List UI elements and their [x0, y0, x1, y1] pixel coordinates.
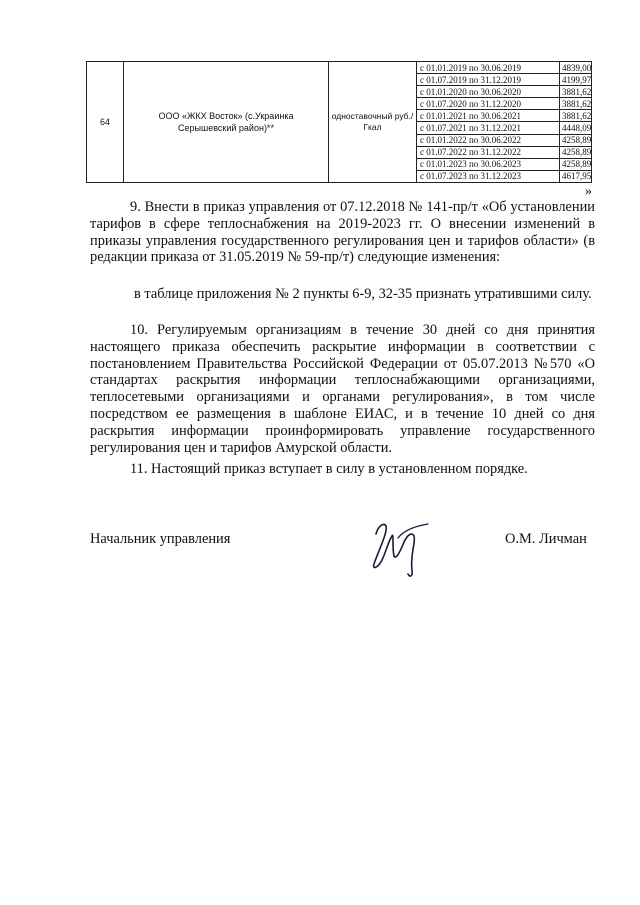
tariff-table [86, 61, 592, 183]
tariff-value: 3881,62 [560, 110, 592, 122]
periods-subtable [417, 62, 591, 182]
paragraph-11: 11. Настоящий приказ вступает в силу в установленном порядке. [130, 461, 528, 477]
period-label: с 01.07.2021 по 31.12.2021 [417, 122, 560, 134]
paragraph-9-item: в таблице приложения № 2 пункты 6-9, 32-35 признать утратившими силу. [134, 286, 592, 302]
tariff-value: 4258,89 [560, 158, 592, 170]
table-row [417, 86, 591, 98]
paragraph-10: 10. Регулируемым организациям в течение 30 дней со дня принятия настоящего приказа обеспечить раскрытие информации в соответствии с постановлением Правительства Российской Федерации от 05.07.2013 №570 «О стандартах раскрытия информации теплоснабжающими организациями, теплосетевыми организациями и органами регулирования», в том числе посредством ее размещения в шаблоне ЕИАС, и в течение 10 дней со дня раскрытия информации проинформировать управление государственного регулирования цен и тарифов Амурской области. [90, 322, 595, 456]
signatory-name: О.М. Личман [505, 531, 587, 547]
period-label: с 01.01.2020 по 30.06.2020 [417, 86, 560, 98]
table-row [417, 158, 591, 170]
tariff-value: 3881,62 [560, 86, 592, 98]
unit-cell: одноставочный руб./Гкал [329, 62, 417, 183]
table-row [417, 170, 591, 182]
period-label: с 01.01.2021 по 30.06.2021 [417, 110, 560, 122]
period-label: с 01.01.2022 по 30.06.2022 [417, 134, 560, 146]
table-row [417, 146, 591, 158]
tariff-value: 4258,89 [560, 146, 592, 158]
table-row [417, 62, 591, 74]
row-number-cell: 64 [87, 62, 124, 183]
handwritten-signature [368, 512, 438, 582]
period-label: с 01.01.2023 по 30.06.2023 [417, 158, 560, 170]
period-label: с 01.07.2022 по 31.12.2022 [417, 146, 560, 158]
table-row [417, 122, 591, 134]
table-row [417, 110, 591, 122]
table-row [417, 74, 591, 86]
closing-quote: » [585, 184, 592, 199]
tariff-value: 4839,00 [560, 62, 592, 74]
period-label: с 01.07.2023 по 31.12.2023 [417, 170, 560, 182]
tariff-value: 4199,97 [560, 74, 592, 86]
organization-cell: ООО «ЖКХ Восток» (с.Украинка Серышевский район)** [124, 62, 329, 183]
periods-cell [417, 62, 592, 183]
tariff-value: 4617,95 [562, 171, 592, 182]
tariff-value: 3881,62 [560, 98, 592, 110]
period-label: с 01.01.2019 по 30.06.2019 [417, 62, 560, 74]
table-row [417, 134, 591, 146]
tariff-value: 4448,09 [560, 122, 592, 134]
signatory-position: Начальник управления [90, 531, 231, 547]
paragraph-9: 9. Внести в приказ управления от 07.12.2018 № 141-пр/т «Об установлении тарифов в сфере теплоснабжения на 2019-2023 гг. О внесении изменений в приказы управления государственного регулирования цен и тарифов области» (в редакции приказа от 31.05.2019 № 59-пр/т) следующие изменения: [90, 199, 595, 266]
period-label: с 01.07.2019 по 31.12.2019 [417, 74, 560, 86]
table-row [417, 98, 591, 110]
period-label: с 01.07.2020 по 31.12.2020 [417, 98, 560, 110]
tariff-value: 4258,89 [560, 134, 592, 146]
